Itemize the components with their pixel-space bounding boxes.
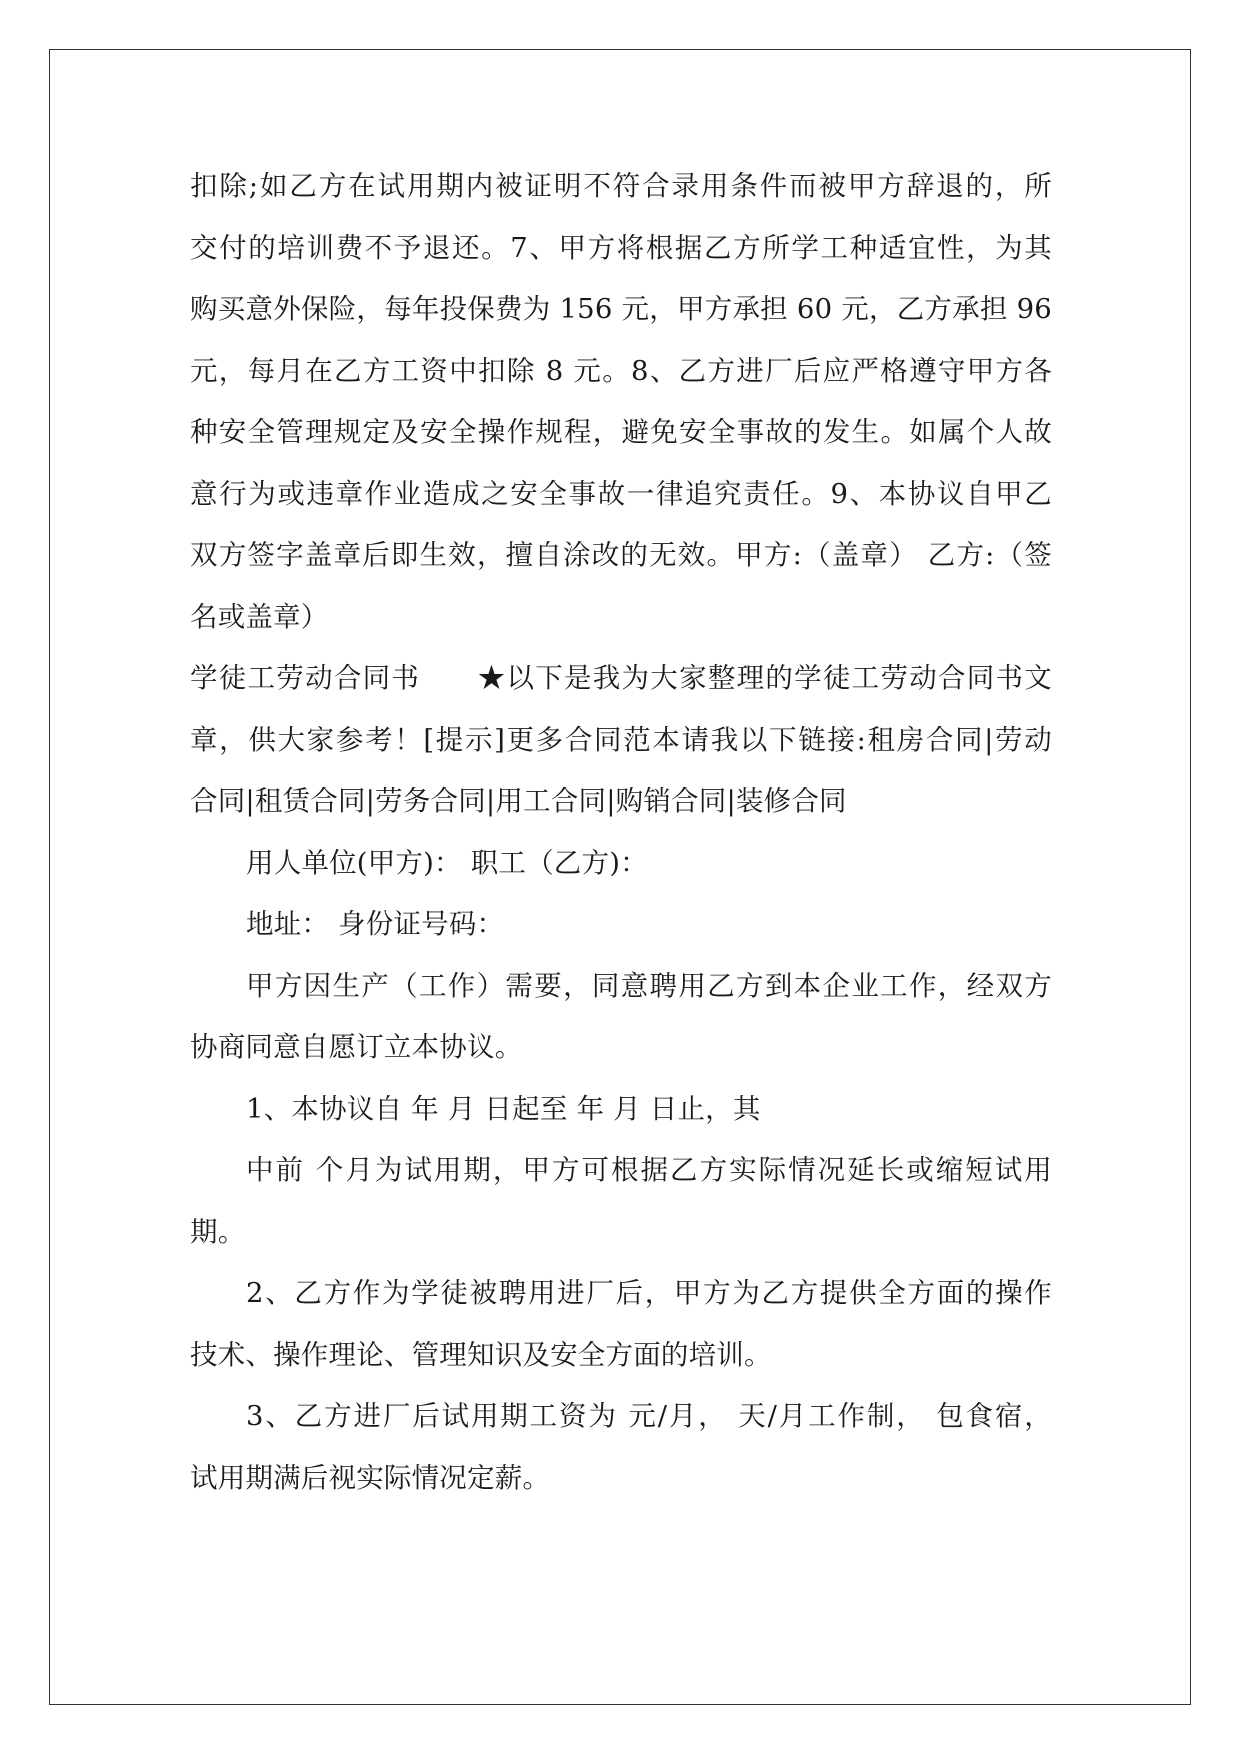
text-line: 协商同意自愿订立本协议。 — [190, 1031, 523, 1063]
clause-line: 1、本协议自 年 月 日起至 年 月 日止，其 — [246, 1092, 761, 1125]
text-line: 章，供大家参考！[提示]更多合同范本请我以下链接:租房合同|劳动 — [190, 723, 1052, 756]
text-line: 购买意外保险，每年投保费为 156 元，甲方承担 60 元，乙方承担 96 — [190, 293, 1052, 325]
text-line: 双方签字盖章后即生效，擅自涂改的无效。甲方:（盖章） 乙方:（签 — [190, 539, 1052, 571]
text-line: 合同|租赁合同|劳务合同|用工合同|购销合同|装修合同 — [190, 785, 847, 817]
clause-line: 2、乙方作为学徒被聘用进厂后，甲方为乙方提供全方面的操作 — [246, 1277, 1052, 1309]
document-body — [190, 156, 1052, 1509]
text-line: 试用期满后视实际情况定薪。 — [190, 1461, 551, 1494]
text-line: 元，每月在乙方工资中扣除 8 元。8、乙方进厂后应严格遵守甲方各 — [190, 354, 1052, 387]
text-line: 扣除;如乙方在试用期内被证明不符合录用条件而被甲方辞退的，所 — [190, 170, 1052, 202]
address-line: 地址： 身份证号码： — [246, 908, 505, 940]
text-line: 技术、操作理论、管理知识及安全方面的培训。 — [190, 1338, 772, 1371]
text-line: 期。 — [190, 1215, 246, 1248]
text-line: 意行为或违章作业造成之安全事故一律追究责任。9、本协议自甲乙 — [190, 477, 1052, 510]
section-title-line: 学徒工劳动合同书 ★以下是我为大家整理的学徒工劳动合同书文 — [190, 662, 1052, 694]
text-line: 甲方因生产（工作）需要，同意聘用乙方到本企业工作，经双方 — [246, 969, 1052, 1002]
text-line: 中前 个月为试用期，甲方可根据乙方实际情况延长或缩短试用 — [246, 1154, 1052, 1186]
text-line: 种安全管理规定及安全操作规程，避免安全事故的发生。如属个人故 — [190, 416, 1052, 448]
text-line: 名或盖章） — [190, 600, 329, 633]
clause-line: 3、乙方进厂后试用期工资为 元/月， 天/月工作制， 包食宿， — [246, 1400, 1052, 1432]
party-line: 用人单位(甲方)： 职工（乙方)： — [246, 846, 648, 879]
text-line: 交付的培训费不予退还。7、甲方将根据乙方所学工种适宜性，为其 — [190, 231, 1052, 264]
